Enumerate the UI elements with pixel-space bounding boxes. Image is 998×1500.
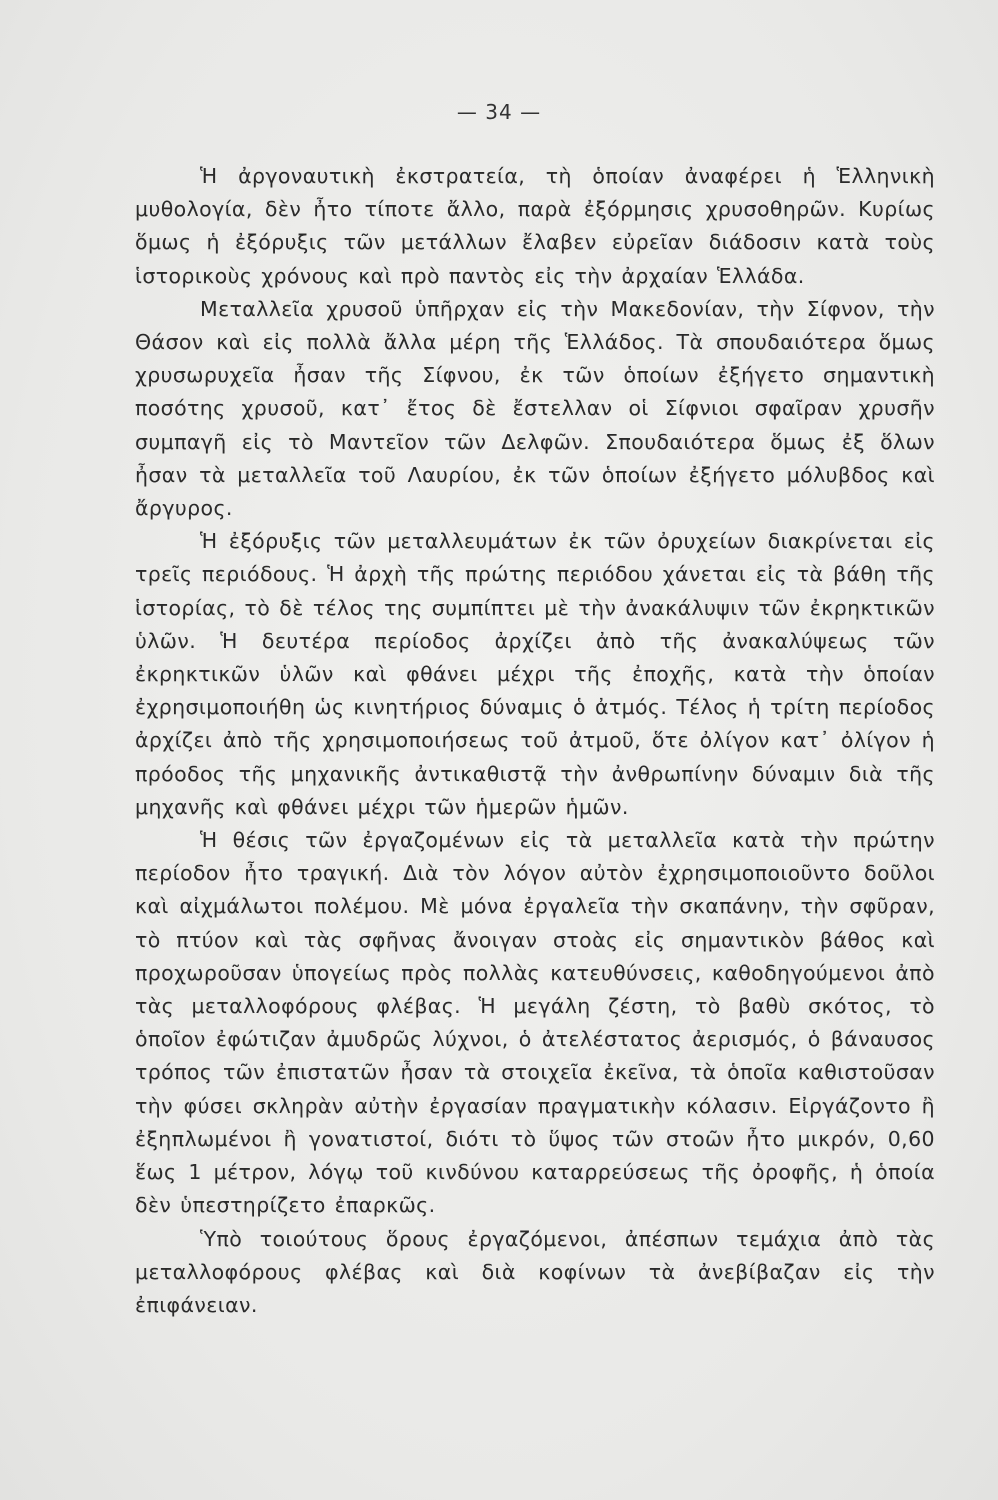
paragraph-2: Μεταλλεῖα χρυσοῦ ὑπῆρχαν εἰς τὴν Μακεδονίαν, τὴν Σίφνον, τὴν Θάσον καὶ εἰς πολλὰ ἄλλα μέρη τῆς Ἑλλάδος. Τὰ σπουδαιότερα ὅμως χρυσωρυχεῖα ἦσαν τῆς Σίφνου, ἐκ τῶν ὁποίων ἐξήγετο σημαντικὴ ποσότης χρυσοῦ, κατ᾽ ἔτος δὲ ἔστελλαν οἱ Σίφνιοι σφαῖραν χρυσῆν συμπαγῆ εἰς τὸ Μαντεῖον τῶν Δελφῶν. Σπουδαιότερα ὅμως ἐξ ὅλων ἦσαν τὰ μεταλλεῖα τοῦ Λαυρίου, ἐκ τῶν ὁποίων ἐξήγετο μόλυβδος καὶ ἄργυρος.: [135, 296, 935, 521]
page-number: — 34 —: [456, 100, 542, 124]
paragraph-5: Ὑπὸ τοιούτους ὅρους ἐργαζόμενοι, ἀπέσπων τεμάχια ἀπὸ τὰς μεταλλοφόρους φλέβας καὶ διὰ κοφίνων τὰ ἀνεβίβαζαν εἰς τὴν ἐπιφάνειαν.: [135, 1226, 935, 1317]
paragraph-3: Ἡ ἐξόρυξις τῶν μεταλλευμάτων ἐκ τῶν ὀρυχείων διακρίνεται εἰς τρεῖς περιόδους. Ἡ ἀρχὴ τῆς πρώτης περιόδου χάνεται εἰς τὰ βάθη τῆς ἱστορίας, τὸ δὲ τέλος της συμπίπτει μὲ τὴν ἀνακάλυψιν τῶν ἐκρηκτικῶν ὑλῶν. Ἡ δευτέρα περίοδος ἀρχίζει ἀπὸ τῆς ἀνακαλύψεως τῶν ἐκρηκτικῶν ὑλῶν καὶ φθάνει μέχρι τῆς ἐποχῆς, κατὰ τὴν ὁποίαν ἐχρησιμοποιήθη ὡς κινητήριος δύναμις ὁ ἀτμός. Τέλος ἡ τρίτη περίοδος ἀρχίζει ἀπὸ τῆς χρησιμοποιήσεως τοῦ ἀτμοῦ, ὅτε ὀλίγον κατ᾽ ὀλίγον ἡ πρόοδος τῆς μηχανικῆς ἀντικαθιστᾷ τὴν ἀνθρωπίνην δύναμιν διὰ τῆς μηχανῆς καὶ φθάνει μέχρι τῶν ἡμερῶν ἡμῶν.: [135, 529, 935, 819]
paragraph-4: Ἡ θέσις τῶν ἐργαζομένων εἰς τὰ μεταλλεῖα κατὰ τὴν πρώτην περίοδον ἦτο τραγική. Διὰ τὸν λόγον αὐτὸν ἐχρησιμοποιοῦντο δοῦλοι καὶ αἰχμάλωτοι πολέμου. Μὲ μόνα ἐργαλεῖα τὴν σκαπάνην, τὴν σφῦραν, τὸ πτύον καὶ τὰς σφῆνας ἄνοιγαν στοὰς εἰς σημαντικὸν βάθος καὶ προχωροῦσαν ὑπογείως πρὸς πολλὰς κατευθύνσεις, καθοδηγούμενοι ἀπὸ τὰς μεταλλοφόρους φλέβας. Ἡ μεγάλη ζέστη, τὸ βαθὺ σκότος, τὸ ὁποῖον ἐφώτιζαν ἀμυδρῶς λύχνοι, ὁ ἀτελέστατος ἀερισμός, ὁ βάναυσος τρόπος τῶν ἐπιστατῶν ἦσαν τὰ στοιχεῖα ἐκεῖνα, τὰ ὁποῖα καθιστοῦσαν τὴν φύσει σκληρὰν αὐτὴν ἐργασίαν πραγματικὴν κόλασιν. Εἰργάζοντο ἢ ἐξηπλωμένοι ἢ γονατιστοί, διότι τὸ ὕψος τῶν στοῶν ἦτο μικρόν, 0,60 ἕως 1 μέτρον, λόγῳ τοῦ κινδύνου καταρρεύσεως τῆς ὀροφῆς, ἡ ὁποία δὲν ὑπεστηρίζετο ἐπαρκῶς.: [135, 828, 935, 1218]
paragraph-1: Ἡ ἀργοναυτικὴ ἐκστρατεία, τὴ ὁποίαν ἀναφέρει ἡ Ἑλληνικὴ μυθολογία, δὲν ἦτο τίποτε ἄλλο, παρὰ ἐξόρμησις χρυσοθηρῶν. Κυρίως ὅμως ἡ ἐξόρυξις τῶν μετάλλων ἔλαβεν εὐρεῖαν διάδοσιν κατὰ τοὺς ἱστορικοὺς χρόνους καὶ πρὸ παντὸς εἰς τὴν ἀρχαίαν Ἑλλάδα.: [135, 164, 935, 288]
body-text: [135, 160, 935, 1322]
